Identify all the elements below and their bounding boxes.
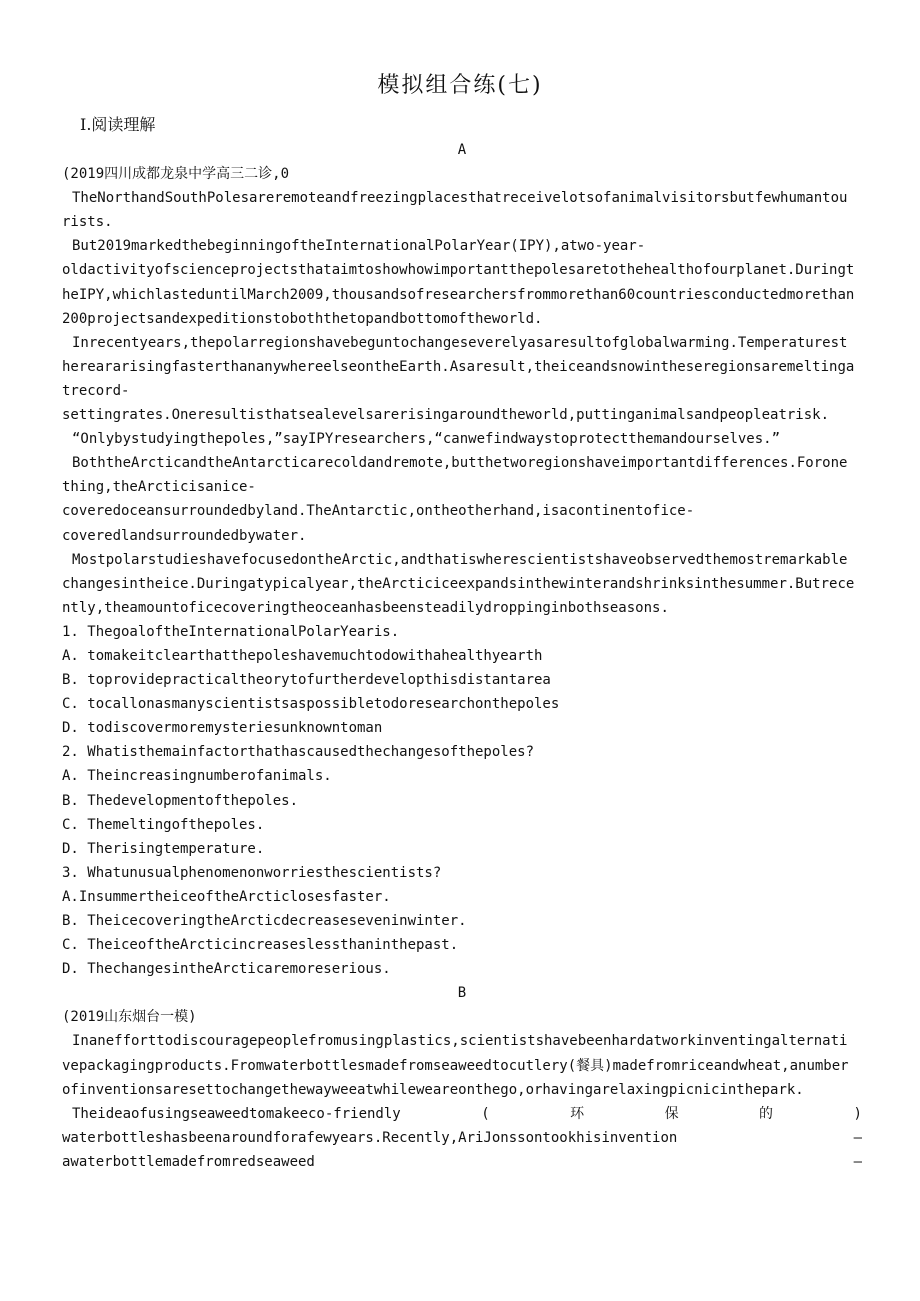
question-option: B. TheicecoveringtheArcticdecreaseseveninwinter. bbox=[62, 913, 467, 929]
question-1: 1. ThegoaloftheInternationalPolarYearis. bbox=[62, 623, 400, 640]
spread-word: — bbox=[853, 1153, 862, 1170]
passage-a-source: (2019四川成都龙泉中学高三二诊,0 bbox=[62, 166, 290, 183]
passage-a-line: hereararisingfasterthananywhereelseontheEarth.Asaresult,theiceandsnowintheseregionsaremeltinga bbox=[62, 358, 855, 375]
passage-a-line: coveredoceansurroundedbyland.TheAntarctic,ontheotherhand,isacontinentofice- bbox=[62, 503, 695, 520]
passage-a-line: MostpolarstudieshavefocusedontheArctic,andthatiswherescientistshaveobservedthemostremarkable bbox=[72, 551, 848, 568]
passage-b-spread-line bbox=[62, 1150, 862, 1174]
spread-word: ) bbox=[853, 1105, 862, 1122]
page-title: 模拟组合练(七) bbox=[377, 73, 543, 98]
spread-word: Theideaofusingseaweedtomakeeco-friendly bbox=[72, 1105, 401, 1122]
section-heading: I.阅读理解 bbox=[80, 115, 156, 134]
passage-b-spread-line bbox=[62, 1102, 862, 1126]
question-option: B. Thedevelopmentofthepoles. bbox=[62, 792, 299, 809]
question-option: B. toprovidepracticaltheorytofurtherdevelopthisdistantarea bbox=[62, 672, 551, 689]
spread-word: — bbox=[853, 1129, 862, 1146]
spread-word: ( bbox=[481, 1105, 490, 1122]
question-option: C. tocallonasmanyscientistsaspossibletodoresearchonthepoles bbox=[62, 696, 560, 713]
passage-a-line: heIPY,whichlasteduntilMarch2009,thousandsofresearchersfrommorethan60countriesconductedmorethan bbox=[62, 286, 855, 303]
passage-b-label: B bbox=[457, 985, 467, 1002]
passage-a-label: A bbox=[457, 142, 467, 158]
spread-word: 环 bbox=[570, 1105, 585, 1122]
question-option: D. todiscovermoremysteriesunknowntoman bbox=[62, 720, 383, 737]
passage-a-line: ntly,theamountoficecoveringtheoceanhasbeensteadilydroppinginbothseasons. bbox=[62, 599, 669, 616]
spread-word: 保 bbox=[664, 1105, 679, 1122]
question-option: C. Themeltingofthepoles. bbox=[62, 816, 265, 833]
passage-a-line: TheNorthandSouthPolesareremoteandfreezingplacesthatreceivelotsofanimalvisitorsbutfewhumantou bbox=[72, 190, 848, 207]
passage-a-line: 200projectsandexpeditionstoboththetopandbottomoftheworld. bbox=[62, 310, 543, 327]
passage-a-line: “Onlybystudyingthepoles,”sayIPYresearchers,“canwefindwaystoprotectthemandourselves.” bbox=[72, 431, 781, 448]
passage-a-line: coveredlandsurroundedbywater. bbox=[62, 527, 307, 544]
passage-a-line: settingrates.Oneresultisthatsealevelsarerisingaroundtheworld,puttinganimalsandpeopleatrisk. bbox=[62, 407, 830, 424]
passage-a-line: BoththeArcticandtheAntarcticarecoldandremote,butthetworegionshaveimportantdifferences.Forone bbox=[72, 455, 848, 472]
passage-b-line: Inanefforttodiscouragepeoplefromusingplastics,scientistshavebeenhardatworkinventingalternati bbox=[72, 1033, 848, 1050]
passage-a-line: oldactivityofscienceprojectsthataimtoshowhowimportantthepolesaretothehealthofourplanet.Duringt bbox=[62, 262, 855, 279]
passage-a-line: Inrecentyears,thepolarregionshavebeguntochangeseverelyasaresultofglobalwarming.Temperaturest bbox=[72, 334, 848, 351]
question-3: 3. Whatunusualphenomenonworriesthescientists? bbox=[62, 864, 442, 881]
document-body bbox=[62, 138, 862, 1174]
passage-a-line: But2019markedthebeginningoftheInternationalPolarYear(IPY),atwo-year- bbox=[72, 238, 646, 255]
question-2: 2. Whatisthemainfactorthathascausedthechangesofthepoles? bbox=[62, 744, 535, 761]
question-option: D. Therisingtemperature. bbox=[62, 840, 265, 857]
question-option: A. tomakeitclearthatthepoleshavemuchtodowithahealthyearth bbox=[62, 647, 543, 664]
passage-b-spread-line bbox=[62, 1126, 862, 1150]
question-option: A.InsummertheiceoftheArcticlosesfaster. bbox=[62, 888, 391, 905]
passage-a-line: trecord- bbox=[62, 382, 130, 399]
passage-b-source: (2019山东烟台一模) bbox=[62, 1009, 197, 1026]
question-option: C. TheiceoftheArcticincreaseslessthaninthepast. bbox=[62, 937, 459, 954]
passage-a-line: thing,theArcticisanice- bbox=[62, 479, 256, 496]
question-option: A. Theincreasingnumberofanimals. bbox=[62, 768, 332, 785]
spread-word: 的 bbox=[759, 1105, 774, 1122]
question-option: D. ThechangesintheArcticaremoreserious. bbox=[62, 961, 391, 978]
passage-a-line: rists. bbox=[62, 214, 113, 231]
spread-word: waterbottleshasbeenaroundforafewyears.Recently,AriJonssontookhisinvention bbox=[62, 1129, 678, 1146]
passage-a-line: changesintheice.Duringatypicalyear,theArcticiceexpandsinthewinterandshrinksinthesummer.Butrece bbox=[62, 575, 855, 592]
spread-word: awaterbottlemadefromredseaweed bbox=[62, 1153, 315, 1170]
passage-b-line: ofinventionsaresettochangethewayweeatwhileweareonthego,orhavingarelaxingpicnicinthepark. bbox=[62, 1081, 804, 1098]
passage-b-line: vepackagingproducts.Fromwaterbottlesmadefromseaweedtocutlery(餐具)madefromriceandwheat,anumber bbox=[62, 1057, 849, 1074]
